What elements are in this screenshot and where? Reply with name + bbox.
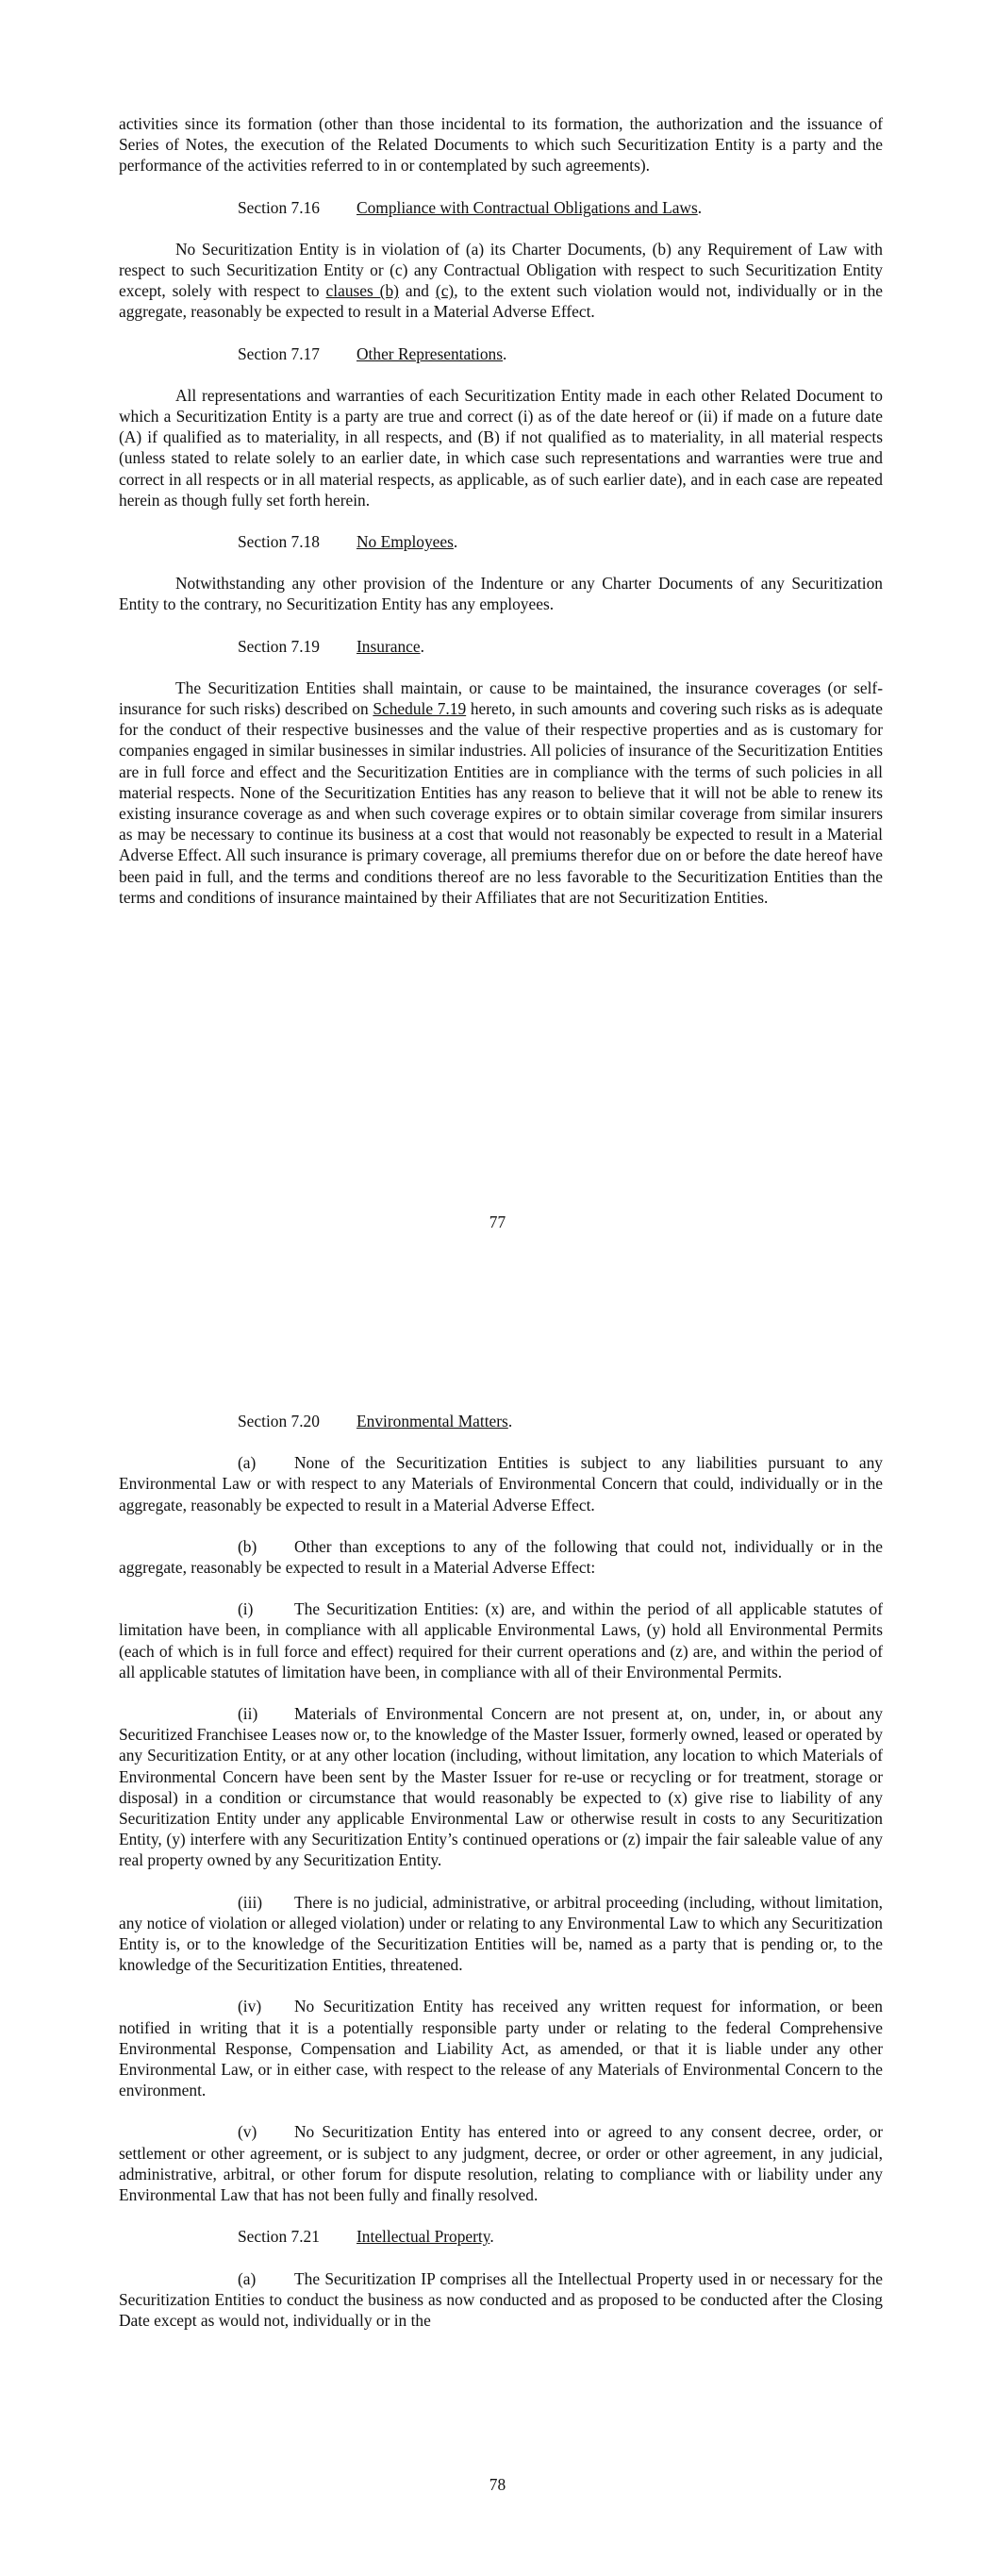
page-number: 77 [489, 1213, 506, 1231]
schedule-reference: Schedule 7.19 [373, 699, 467, 719]
clause-text: None of the Securitization Entities is subject to any liabilities pursuant to any Environmental Law or with respect to any Materials of Environmental Concern that could, individually or in the aggregate, reasonably be expected to result in a Material Adverse Effect. [119, 1453, 883, 1514]
section-title: No Employees [357, 532, 454, 552]
page-78-body [119, 1411, 883, 2351]
section-7-21-heading: Section 7.21 Intellectual Property. [238, 2227, 494, 2247]
clause-i [119, 1598, 883, 1682]
clause-text: There is no judicial, administrative, or arbitral proceeding (including, without limitation, any notice of violation or alleged violation) under or relating to any Environmental Law to which any Securitization Entity is, or to the knowledge of the Securitization Entities will be, named as a party that is pending or, to the knowledge of the Securitization Entities, threatened. [119, 1892, 883, 1975]
clause-text: Materials of Environmental Concern are not present at, on, under, in, or about any Securitized Franchisee Leases now or, to the knowledge of the Master Issuer, formerly owned, leased or operated by any Securitization Entity, or at any other location (including, without limitation, any location to which Materials of Environmental Concern have been sent by the Master Issuer for re-use or recycling or for treatment, storage or disposal) in a condition or circumstance that would reasonably be expected to (x) give rise to liability of any Securitization Entity under any applicable Environmental Law or otherwise result in costs to any Securitization Entity, (y) interfere with any Securitization Entity’s continued operations or (z) impair the fair saleable value of any real property owned by any Securitization Entity. [119, 1704, 883, 1870]
clause-label: (a) [238, 2268, 257, 2288]
section-7-18-heading: Section 7.18 No Employees. [238, 532, 458, 552]
clause-text: The Securitization IP comprises all the Intellectual Property used in or necessary for the Securitization Entities to conduct the business as now conducted and as proposed to be conducted after the Closing Date except as would not, individually or in the [119, 2268, 883, 2330]
clause-a [119, 1452, 883, 1515]
section-title: Insurance [357, 636, 421, 656]
section-number: Section 7.21 [238, 2227, 320, 2247]
clause-text: No Securitization Entity has entered into or agreed to any consent decree, order, or settlement or other agreement, or is subject to any judgment, decree, or order or other agreement, in any judicial, administrative, arbitral, or other forum for dispute resolution, relating to compliance with or liability under any Environmental Law that has not been fully and finally resolved. [119, 2122, 883, 2205]
clause-v [119, 2121, 883, 2205]
page-number: 78 [489, 2475, 506, 2494]
clause-c-reference: (c) [435, 281, 455, 301]
section-7-16-heading: Section 7.16 Compliance with Contractual Obligations and Laws. [238, 197, 703, 217]
clause-label: (ii) [238, 1704, 258, 1724]
section-7-16-paragraph [119, 239, 883, 323]
clause-label: (iii) [238, 1892, 263, 1912]
clause-label: (iv) [238, 1997, 262, 2016]
section-number: Section 7.17 [238, 343, 320, 363]
clause-text: Other than exceptions to any of the following that could not, individually or in the aggregate, reasonably be expected to result in a Material Adverse Effect: [119, 1536, 883, 1578]
section-number: Section 7.18 [238, 532, 320, 552]
text-run: and [398, 281, 436, 301]
clause-iii [119, 1892, 883, 1976]
section-title: Other Representations [357, 343, 504, 363]
clause-label: (a) [238, 1453, 257, 1473]
section-title: Intellectual Property [357, 2227, 490, 2247]
clause-label: (v) [238, 2122, 257, 2142]
section-7-19-paragraph [119, 677, 883, 908]
section-7-20-heading: Section 7.20 Environmental Matters. [238, 1412, 513, 1430]
clause-b [119, 1536, 883, 1578]
section-7-17-paragraph: All representations and warranties of each Securitization Entity made in each other Related Document to which a Securitization Entity is a party are true and correct (i) as of the date hereof or (ii) if made on a future date (A) if qualified as to materiality, in all respects, and (B) if not qualified as to materiality, in all material respects (unless stated to relate solely to an earlier date, in which case such representations and warranties were true and correct in all respects or in all material respects, as applicable, as of such earlier date), and in each case are repeated herein as though fully set forth herein. [119, 385, 883, 510]
page-77-body [119, 113, 883, 928]
section-7-21-clause-a [119, 2268, 883, 2332]
section-number: Section 7.16 [238, 197, 320, 217]
section-7-19-heading: Section 7.19 Insurance. [238, 636, 424, 656]
section-7-17-heading: Section 7.17 Other Representations. [238, 343, 507, 363]
clause-ii [119, 1703, 883, 1871]
clause-label: (b) [238, 1536, 257, 1556]
section-number: Section 7.20 [238, 1412, 320, 1430]
clause-b-reference: clauses (b) [325, 281, 399, 301]
continuation-paragraph: activities since its formation (other than those incidental to its formation, the authorization and the issuance of Series of Notes, the execution of the Related Documents to which such Securitization Entity is a party and the performance of the activities referred to in or contemplated by such agreements). [119, 114, 883, 176]
clause-text: The Securitization Entities: (x) are, and within the period of all applicable statutes of limitation have been, in compliance with all applicable Environmental Laws, (y) hold all Environmental Permits (each of which is in full force and effect) required for their current operations and (z) are, and within the period of all applicable statutes of limitation have been, in compliance with all of their Environmental Permits. [119, 1599, 883, 1681]
clause-iv [119, 1996, 883, 2100]
section-title: Environmental Matters [357, 1412, 508, 1430]
text-run: hereto, in such amounts and covering such risks as is adequate for the conduct of their respective businesses and the value of their respective properties and as is customary for companies engaged in similar businesses in similar industries. All policies of insurance of the Securitization Entities are in full force and effect and the Securitization Entities are in compliance with the terms of such policies in all material respects. None of the Securitization Entities has any reason to believe that it will not be able to renew its existing insurance coverage as and when such coverage expires or to obtain similar coverage from similar insurers as may be necessary to continue its business at a cost that would not reasonably be expected to result in a Material Adverse Effect. All such insurance is primary coverage, all premiums therefor due on or before the date hereof have been paid in full, and the terms and conditions thereof are no less favorable to the Securitization Entities than the terms and conditions of insurance maintained by their Affiliates that are not Securitization Entities. [119, 699, 883, 907]
page-78 [0, 1288, 995, 2576]
text-run: The Securitization Entities shall maintain, or cause to be maintained, the insurance coverages (or self-insurance for such risks) described on [119, 677, 883, 719]
section-title: Compliance with Contractual Obligations and Laws [357, 197, 698, 217]
section-7-18-paragraph: Notwithstanding any other provision of the Indenture or any Charter Documents of any Securitization Entity to the contrary, no Securitization Entity has any employees. [119, 574, 883, 614]
section-number: Section 7.19 [238, 636, 320, 656]
text-run: , to the extent such violation would not, individually or in the aggregate, reasonably be expected to result in a Material Adverse Effect. [119, 281, 883, 322]
clause-text: No Securitization Entity has received any written request for information, or been notified in writing that it is a potentially responsible party under or relating to the federal Comprehensive Environmental Response, Compensation and Liability Act, as amended, or that it is liable under any other Environmental Law, or in either case, with respect to the release of any Materials of Environmental Concern to the environment. [119, 1997, 883, 2100]
clause-label: (i) [238, 1599, 254, 1619]
text-run: No Securitization Entity is in violation of (a) its Charter Documents, (b) any Requirement of Law with respect to such Securitization Entity or (c) any Contractual Obligation with respect to such Securitization Entity except, solely with respect to [119, 239, 883, 301]
